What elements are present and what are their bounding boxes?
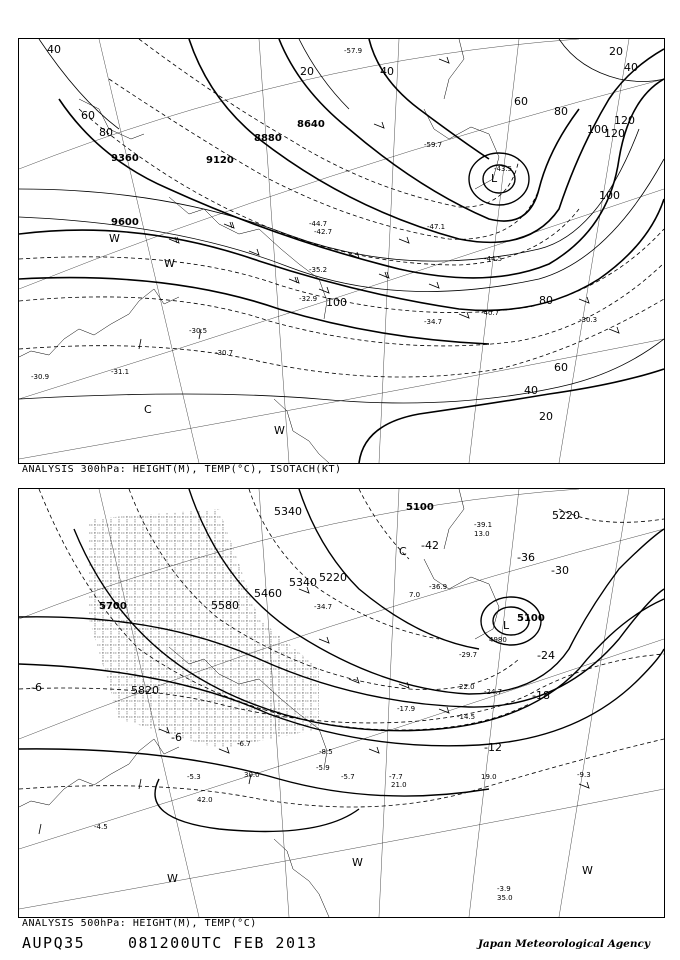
isotach-label: 100 (599, 189, 620, 202)
isotherms-dashed (19, 39, 664, 377)
height-label-5220-east: 5220 (552, 509, 580, 522)
obs-label: -7.7 (389, 773, 403, 781)
obs-label: -5.9 (316, 764, 330, 772)
temp-label: -47.1 (427, 223, 446, 231)
isotach-label: 80 (539, 294, 553, 307)
obs-label: -29.7 (459, 651, 478, 659)
height-label-5820: 5820 (131, 684, 159, 697)
isotach-label: 20 (539, 410, 553, 423)
low-pressure-marker: L (503, 619, 510, 632)
isotherm-label: -12 (484, 741, 502, 754)
height-label-5100-low: 5100 (517, 613, 545, 624)
coastlines (19, 39, 499, 463)
obs-label: -6.7 (237, 740, 251, 748)
isotach-label: 80 (554, 105, 568, 118)
cold-marker: C (399, 545, 407, 558)
temp-label: -31.1 (111, 368, 130, 376)
isotherm-label: -24 (537, 649, 555, 662)
isotach-label: 40 (524, 384, 538, 397)
isotach-label: 20 (300, 65, 314, 78)
temp-label: -44.7 (309, 220, 328, 228)
height-label-9360: 9360 (111, 153, 139, 164)
isotach-label: 40 (380, 65, 394, 78)
isotherm-label: -6 (31, 681, 42, 694)
obs-label: 22.0 (459, 683, 475, 691)
warm-marker: W (109, 232, 120, 245)
height-label-8880: 8880 (254, 133, 282, 144)
obs-label: 19.0 (481, 773, 497, 781)
height-label-5700: 5700 (99, 601, 127, 612)
obs-label: 7.0 (409, 591, 421, 599)
warm-marker: W (274, 424, 285, 437)
isotach-label: 100 (326, 296, 347, 309)
height-label-9120: 9120 (206, 155, 234, 166)
isotach-label: 20 (609, 45, 623, 58)
isotach-label: 60 (81, 109, 95, 122)
obs-label: -14.5 (457, 713, 476, 721)
isotherm-label: -30 (551, 564, 569, 577)
obs-label: 13.0 (474, 530, 490, 538)
obs-label: 21.0 (391, 781, 407, 789)
obs-label: -39.1 (474, 521, 493, 529)
isotach-label: 40 (624, 61, 638, 74)
isotach-label: 60 (554, 361, 568, 374)
height-label-9600: 9600 (111, 217, 139, 228)
obs-label: -8.5 (319, 748, 333, 756)
caption-500hpa: ANALYSIS 500hPa: HEIGHT(M), TEMP(°C) (22, 918, 257, 929)
warm-marker: W (582, 864, 593, 877)
obs-label: -3.9 (497, 885, 511, 893)
obs-label: -9.3 (577, 771, 591, 779)
map-panel-500hpa (18, 488, 665, 918)
cold-marker: C (144, 403, 152, 416)
obs-label: 30.0 (244, 771, 260, 779)
warm-marker: W (164, 257, 175, 270)
map-300hpa-canvas (19, 39, 664, 463)
temp-label: -34.7 (424, 318, 443, 326)
warm-marker: W (352, 856, 363, 869)
valid-time: 081200UTC FEB 2013 (128, 934, 318, 952)
low-pressure-marker: L (491, 172, 498, 185)
obs-label: -17.9 (397, 705, 416, 713)
obs-label: -36.9 (429, 583, 448, 591)
caption-300hpa: ANALYSIS 300hPa: HEIGHT(M), TEMP(°C), ISOTACH(KT) (22, 464, 342, 475)
isotach-label: 120 (614, 114, 635, 127)
obs-label: 42.0 (197, 796, 213, 804)
map-500hpa-canvas (19, 489, 664, 917)
isotherm-label: -6 (171, 731, 182, 744)
temp-label: -57.9 (344, 47, 363, 55)
height-label-5580: 5580 (211, 599, 239, 612)
height-label-5220: 5220 (319, 571, 347, 584)
obs-label: -5.7 (341, 773, 355, 781)
obs-label: -24.7 (484, 688, 503, 696)
product-code: AUPQ35 (22, 934, 86, 952)
temp-label: -40.7 (481, 309, 500, 317)
isotherm-label: -18 (532, 689, 550, 702)
obs-label: -4.5 (94, 823, 108, 831)
terrain-hatching (89, 509, 319, 749)
temp-label: -59.7 (424, 141, 443, 149)
isotherm-label: -36 (517, 551, 535, 564)
obs-label: -5.3 (187, 773, 201, 781)
warm-marker: W (167, 872, 178, 885)
temp-label: -30.7 (215, 349, 234, 357)
temp-label: -35.2 (309, 266, 328, 274)
height-label-5460: 5460 (254, 587, 282, 600)
isotach-label: 40 (47, 43, 61, 56)
temp-label: -42.7 (314, 228, 333, 236)
height-label-8640: 8640 (297, 119, 325, 130)
obs-label: 35.0 (497, 894, 513, 902)
agency-name: Japan Meteorological Agency (477, 938, 650, 950)
isotach-label: 60 (514, 95, 528, 108)
obs-label: -34.7 (314, 603, 333, 611)
map-panel-300hpa (18, 38, 665, 464)
isotach-label: 100 (587, 123, 608, 136)
isotach-label: 120 (604, 127, 625, 140)
temp-label: -30.9 (31, 373, 50, 381)
low-center-circle (469, 153, 529, 205)
height-label-5340-north: 5340 (274, 505, 302, 518)
temp-label: -30.5 (189, 327, 208, 335)
isotach-label: 80 (99, 126, 113, 139)
temp-label: -32.9 (299, 295, 318, 303)
height-label-4980: 4980 (489, 636, 507, 644)
height-label-5340: 5340 (289, 576, 317, 589)
temp-label: -44.5 (484, 255, 503, 263)
temp-label: -30.3 (579, 316, 598, 324)
temp-label: -43.5 (494, 165, 513, 173)
isotherm-label: -42 (421, 539, 439, 552)
height-label-5100: 5100 (406, 502, 434, 513)
